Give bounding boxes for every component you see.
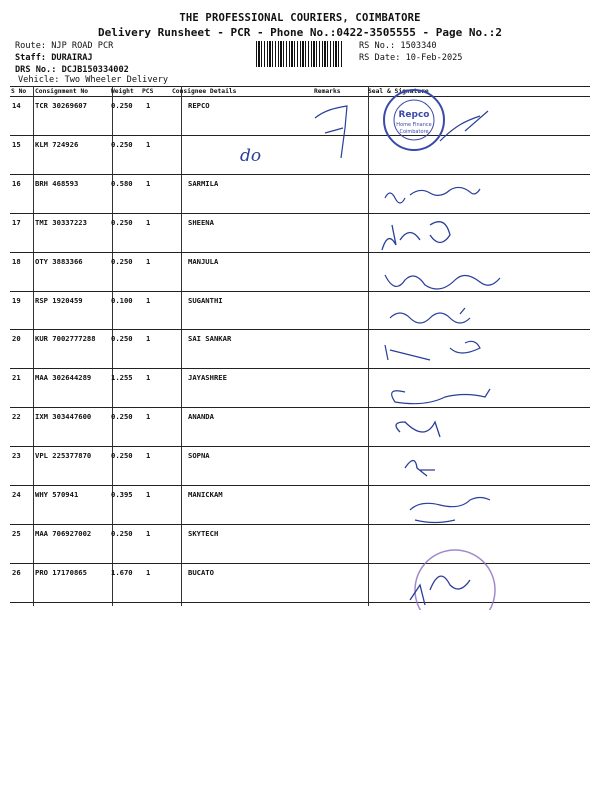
cell-pcs: 1 [146, 178, 151, 188]
cell-sno: 21 [12, 373, 21, 383]
cell-consignee: SARMILA [188, 178, 219, 188]
cell-consignee: MANICKAM [188, 490, 223, 499]
cell-weight: 1.670 [111, 567, 133, 577]
cell-consignment: RSP 1920459 [35, 295, 83, 305]
cell-sno: 23 [12, 451, 21, 461]
vehicle-label: Vehicle: Two Wheeler Delivery [18, 75, 169, 85]
cell-consignee: REPCO [188, 101, 210, 110]
signatures-icon [370, 170, 590, 610]
cell-weight: 0.395 [111, 490, 133, 499]
cell-consignee: SHEENA [188, 217, 214, 227]
cell-sno: 14 [12, 101, 21, 110]
cell-consignment: MAA 706927002 [35, 528, 92, 538]
cell-sno: 17 [12, 217, 21, 227]
column-header-remarks: Remarks [314, 88, 341, 95]
cell-pcs: 1 [146, 451, 151, 461]
page-subtitle: Delivery Runsheet - PCR - Phone No.:0422-3505555 - Page No.:2 [98, 26, 502, 39]
stamp-line2: Coimbatore [399, 129, 429, 135]
remarks-check-mark [305, 98, 365, 168]
column-header-pcs: PCS [142, 88, 154, 95]
cell-consignment: VPL 225377870 [35, 451, 92, 461]
cell-consignment: KUR 7002777288 [35, 334, 96, 344]
cell-consignee: ANANDA [188, 412, 214, 422]
cell-consignee: MANJULA [188, 256, 219, 266]
cell-pcs: 1 [146, 101, 151, 110]
cell-consignee: SAI SANKAR [188, 334, 232, 344]
cell-consignment: TMI 30337223 [35, 217, 87, 227]
cell-pcs: 1 [146, 490, 151, 499]
page-title: THE PROFESSIONAL COURIERS, COIMBATORE [179, 12, 421, 24]
row-divider [10, 135, 590, 136]
cell-consignee: JAYASHREE [188, 373, 227, 383]
cell-weight: 0.250 [111, 334, 133, 344]
cell-weight: 0.250 [111, 217, 133, 227]
cell-weight: 0.580 [111, 178, 133, 188]
cell-sno: 24 [12, 490, 21, 499]
cell-sno: 18 [12, 256, 21, 266]
cell-pcs: 1 [146, 373, 151, 383]
cell-pcs: 1 [146, 334, 151, 344]
column-header-sno: S No [11, 88, 27, 95]
route-label: Route: NJP ROAD PCR [15, 41, 114, 51]
cell-pcs: 1 [146, 412, 151, 422]
cell-consignment: TCR 30269607 [35, 101, 87, 110]
remarks-handwritten: do [240, 146, 262, 166]
cell-consignment: WHY 570941 [35, 490, 79, 499]
column-header-consignment: Consignment No [35, 88, 89, 95]
cell-weight: 0.250 [111, 101, 133, 110]
cell-consignment: MAA 302644289 [35, 373, 92, 383]
rs-date: RS Date: 10-Feb-2025 [359, 53, 463, 63]
cell-pcs: 1 [146, 256, 151, 266]
column-header-signature: Seal & Signature [368, 88, 429, 95]
barcode [256, 41, 342, 67]
cell-pcs: 1 [146, 217, 151, 227]
column-header-weight: Weight [111, 88, 134, 95]
stamp-company: Repco [398, 110, 430, 120]
cell-pcs: 1 [146, 567, 151, 577]
cell-weight: 0.100 [111, 295, 133, 305]
cell-pcs: 1 [146, 139, 151, 149]
cell-weight: 1.255 [111, 373, 133, 383]
cell-sno: 15 [12, 139, 21, 149]
column-header-consignee: Consignee Details [172, 88, 237, 95]
cell-consignee: SUGANTHI [188, 295, 223, 305]
cell-sno: 25 [12, 528, 21, 538]
cell-consignment: IXM 303447600 [35, 412, 92, 422]
cell-sno: 20 [12, 334, 21, 344]
cell-weight: 0.250 [111, 451, 133, 461]
cell-sno: 22 [12, 412, 21, 422]
cell-weight: 0.250 [111, 256, 133, 266]
staff-label: Staff: DURAIRAJ [15, 53, 93, 63]
cell-consignee: BUCATO [188, 567, 214, 577]
cell-pcs: 1 [146, 295, 151, 305]
drs-label: DRS No.: DCJB150334002 [15, 65, 129, 75]
stamp-line1: Home Finance [396, 122, 432, 128]
cell-sno: 26 [12, 567, 21, 577]
cell-sno: 19 [12, 295, 21, 305]
cell-weight: 0.250 [111, 528, 133, 538]
cell-consignment: BRH 468593 [35, 178, 79, 188]
cell-weight: 0.250 [111, 139, 133, 149]
cell-pcs: 1 [146, 528, 151, 538]
rs-number: RS No.: 1503340 [359, 41, 437, 51]
cell-consignment: OTY 3883366 [35, 256, 83, 266]
cell-weight: 0.250 [111, 412, 133, 422]
cell-sno: 16 [12, 178, 21, 188]
cell-consignee: SKYTECH [188, 528, 219, 538]
stamp-icon [370, 86, 500, 156]
cell-consignee: SOPNA [188, 451, 210, 461]
cell-consignment: KLM 724926 [35, 139, 79, 149]
cell-consignment: PRO 17170865 [35, 567, 87, 577]
